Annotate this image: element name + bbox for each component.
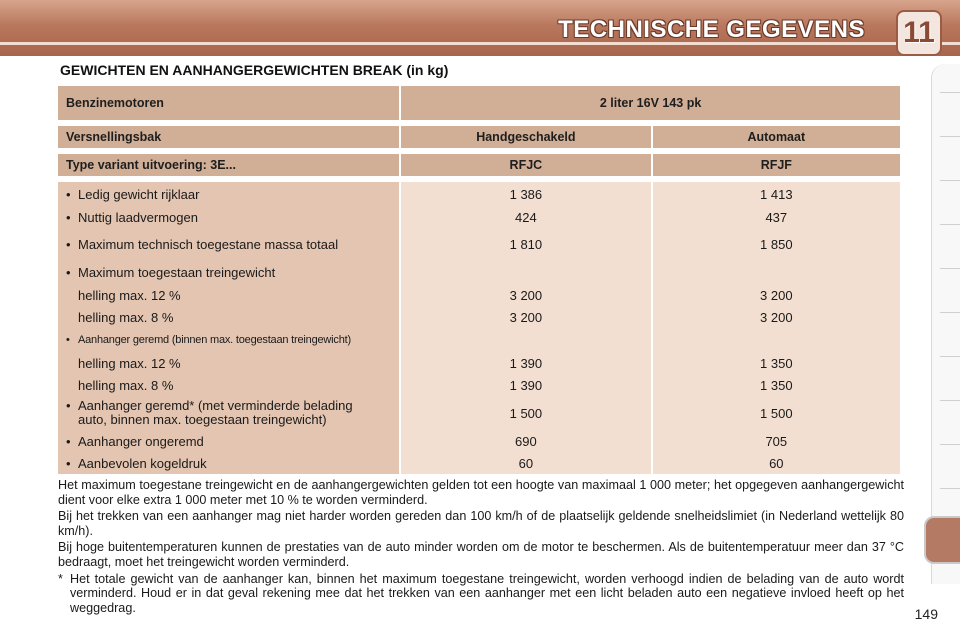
side-tab-divider bbox=[940, 312, 960, 313]
gearbox-label: Versnellingsbak bbox=[58, 126, 399, 148]
note-altitude: Het maximum toegestane treingewicht en de aanhangergewichten gelden tot een hoogte van maximaal 1 000 meter; het opgegeven aanhangergewicht dient voor elke extra 1 000 meter met 10 % te worden verminderd. bbox=[58, 478, 904, 507]
row-value-auto: 60 bbox=[653, 452, 900, 474]
row-label: helling max. 12 % bbox=[58, 352, 399, 374]
row-label: • Maximum toegestaan treingewicht bbox=[58, 260, 399, 284]
row-value-auto: 1 350 bbox=[653, 374, 900, 396]
row-value-manual bbox=[401, 260, 650, 284]
row-label: • Aanhanger geremd* (met verminderde belading auto, binnen max. toegestaan treingewicht) bbox=[58, 396, 399, 430]
variant-manual: RFJC bbox=[401, 154, 650, 176]
row-value-manual bbox=[401, 328, 650, 352]
table-row bbox=[58, 306, 900, 328]
row-value-manual: 424 bbox=[401, 206, 650, 228]
chapter-badge bbox=[896, 10, 942, 56]
variant-row bbox=[58, 154, 900, 176]
row-value-manual: 3 200 bbox=[401, 284, 650, 306]
gearbox-row bbox=[58, 126, 900, 148]
side-tab-divider bbox=[940, 444, 960, 445]
footnote-text: Het totale gewicht van de aanhanger kan, binnen het maximum toegestane treingewicht, worden verhoogd indien de belading van de auto wordt verminderd. Houd er in dat geval rekening mee dat het trekken van een aanhanger met een licht beladen auto een negatieve invloed heeft op het weggedrag. bbox=[70, 571, 904, 615]
notes-section bbox=[58, 478, 904, 615]
page-title: GEWICHTEN EN AANHANGERGEWICHTEN BREAK (in kg) bbox=[60, 62, 449, 78]
row-label: helling max. 8 % bbox=[58, 374, 399, 396]
row-label: • Aanhanger ongeremd bbox=[58, 430, 399, 452]
chapter-title: TECHNISCHE GEGEVENS bbox=[558, 16, 865, 43]
table-row bbox=[58, 430, 900, 452]
table-row bbox=[58, 396, 900, 430]
row-label: • Ledig gewicht rijklaar bbox=[58, 182, 399, 206]
row-value-auto bbox=[653, 328, 900, 352]
row-value-auto: 705 bbox=[653, 430, 900, 452]
table-row bbox=[58, 206, 900, 228]
table-row bbox=[58, 328, 900, 352]
row-value-auto: 437 bbox=[653, 206, 900, 228]
page-number: 149 bbox=[914, 606, 938, 622]
footnote bbox=[58, 572, 904, 616]
engine-row bbox=[58, 86, 900, 120]
weights-table bbox=[56, 86, 902, 474]
side-tab-divider bbox=[940, 136, 960, 137]
row-label: • Nuttig laadvermogen bbox=[58, 206, 399, 228]
row-value-manual: 1 386 bbox=[401, 182, 650, 206]
row-value-manual: 1 810 bbox=[401, 228, 650, 260]
variant-auto: RFJF bbox=[653, 154, 900, 176]
row-value-auto: 1 413 bbox=[653, 182, 900, 206]
row-value-manual: 1 390 bbox=[401, 352, 650, 374]
table-row bbox=[58, 352, 900, 374]
gearbox-auto: Automaat bbox=[653, 126, 900, 148]
table-row bbox=[58, 182, 900, 206]
table-row bbox=[58, 228, 900, 260]
row-label: • Maximum technisch toegestane massa totaal bbox=[58, 228, 399, 260]
side-tab-divider bbox=[940, 356, 960, 357]
row-value-manual: 3 200 bbox=[401, 306, 650, 328]
row-value-auto bbox=[653, 260, 900, 284]
table-row bbox=[58, 452, 900, 474]
row-label: helling max. 12 % bbox=[58, 284, 399, 306]
side-tab-divider bbox=[940, 224, 960, 225]
table-row bbox=[58, 260, 900, 284]
table-row bbox=[58, 374, 900, 396]
row-value-auto: 1 850 bbox=[653, 228, 900, 260]
side-tab-divider bbox=[940, 92, 960, 93]
row-label: helling max. 8 % bbox=[58, 306, 399, 328]
table-row bbox=[58, 284, 900, 306]
row-label: • Aanhanger geremd (binnen max. toegestaan treingewicht) bbox=[58, 328, 399, 352]
engine-label: Benzinemotoren bbox=[58, 86, 399, 120]
side-tab-strip bbox=[931, 64, 960, 584]
row-value-auto: 3 200 bbox=[653, 284, 900, 306]
row-value-manual: 1 500 bbox=[401, 396, 650, 430]
side-tab-chapter-11[interactable] bbox=[924, 516, 960, 564]
engine-value: 2 liter 16V 143 pk bbox=[401, 86, 900, 120]
row-value-auto: 3 200 bbox=[653, 306, 900, 328]
note-temperature: Bij hoge buitentemperaturen kunnen de prestaties van de auto minder worden om de motor te beschermen. Als de buitentemperatuur meer dan 37 °C bedraagt, moet het treingewicht worden verminderd. bbox=[58, 540, 904, 569]
footnote-marker: * bbox=[58, 571, 63, 586]
row-value-manual: 690 bbox=[401, 430, 650, 452]
row-label: • Aanbevolen kogeldruk bbox=[58, 452, 399, 474]
row-value-auto: 1 500 bbox=[653, 396, 900, 430]
variant-label: Type variant uitvoering: 3E... bbox=[58, 154, 399, 176]
gearbox-manual: Handgeschakeld bbox=[401, 126, 650, 148]
side-tab-divider bbox=[940, 400, 960, 401]
row-value-manual: 1 390 bbox=[401, 374, 650, 396]
side-tab-divider bbox=[940, 488, 960, 489]
row-value-auto: 1 350 bbox=[653, 352, 900, 374]
row-value-manual: 60 bbox=[401, 452, 650, 474]
side-tab-divider bbox=[940, 268, 960, 269]
side-tab-divider bbox=[940, 180, 960, 181]
note-speed-limit: Bij het trekken van een aanhanger mag niet harder worden gereden dan 100 km/h of de plaatselijk geldende snelheidslimiet (in Nederland wettelijk 80 km/h). bbox=[58, 509, 904, 538]
chapter-number: 11 bbox=[903, 16, 935, 49]
